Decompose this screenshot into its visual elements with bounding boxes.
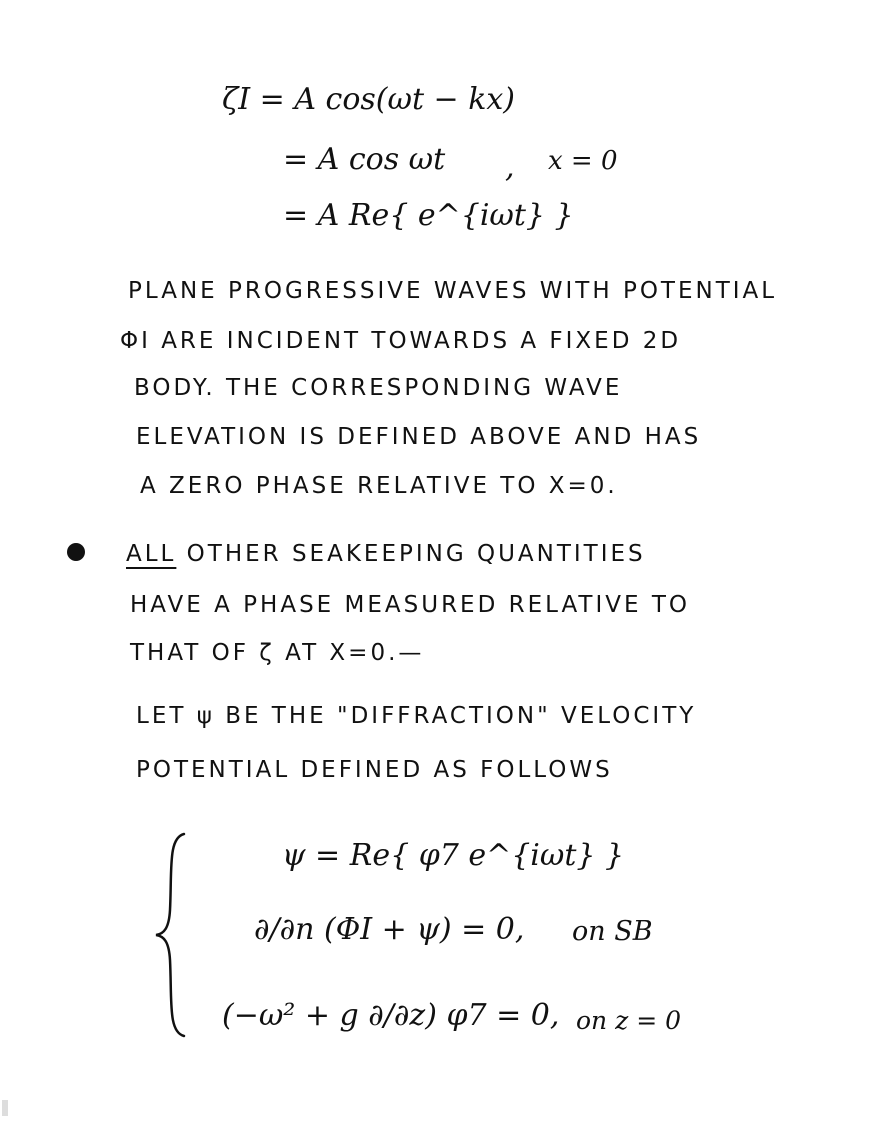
paragraph2-line1	[126, 541, 646, 567]
paragraph2-line3: THAT OF ζ AT X=0.—	[130, 640, 425, 666]
free-surface-condition: (−ω² + g ∂/∂z) φ7 = 0,	[222, 998, 560, 1033]
paragraph3-line2: POTENTIAL DEFINED AS FOLLOWS	[136, 757, 613, 783]
wave-equation-at-origin: = A cos ωt	[283, 142, 446, 177]
wave-equation-complex-form: = A Re{ e^{iωt} }	[283, 198, 574, 233]
incident-wave-equation: ζI = A cos(ωt − kx)	[222, 82, 516, 117]
paragraph1-line3: BODY. THE CORRESPONDING WAVE	[134, 375, 623, 401]
bullet-dot	[67, 543, 85, 561]
free-surface-location: on z = 0	[576, 1006, 682, 1035]
body-surface-label: on SB	[572, 916, 653, 947]
paragraph1-line1: PLANE PROGRESSIVE WAVES WITH POTENTIAL	[128, 278, 778, 304]
x-equals-zero-condition: x = 0	[548, 146, 618, 176]
paragraph2-line1-rest: OTHER SEAKEEPING QUANTITIES	[176, 541, 646, 567]
paragraph1-line4: ELEVATION IS DEFINED ABOVE AND HAS	[136, 424, 702, 450]
diffraction-potential-definition: ψ = Re{ φ7 e^{iωt} }	[282, 838, 625, 873]
paragraph3-line1: LET ψ BE THE "DIFFRACTION" VELOCITY	[136, 703, 697, 729]
body-boundary-condition: ∂/∂n (ΦI + ψ) = 0,	[254, 912, 525, 947]
scan-speck	[2, 1100, 8, 1116]
equation-separator-comma: ,	[505, 150, 515, 185]
underlined-word-all: ALL	[126, 541, 177, 567]
paragraph1-line5: A ZERO PHASE RELATIVE TO X=0.	[140, 473, 618, 499]
paragraph2-line2: HAVE A PHASE MEASURED RELATIVE TO	[130, 592, 690, 618]
paragraph1-line2: ΦI ARE INCIDENT TOWARDS A FIXED 2D	[120, 328, 682, 354]
left-curly-brace-icon	[150, 830, 190, 1040]
